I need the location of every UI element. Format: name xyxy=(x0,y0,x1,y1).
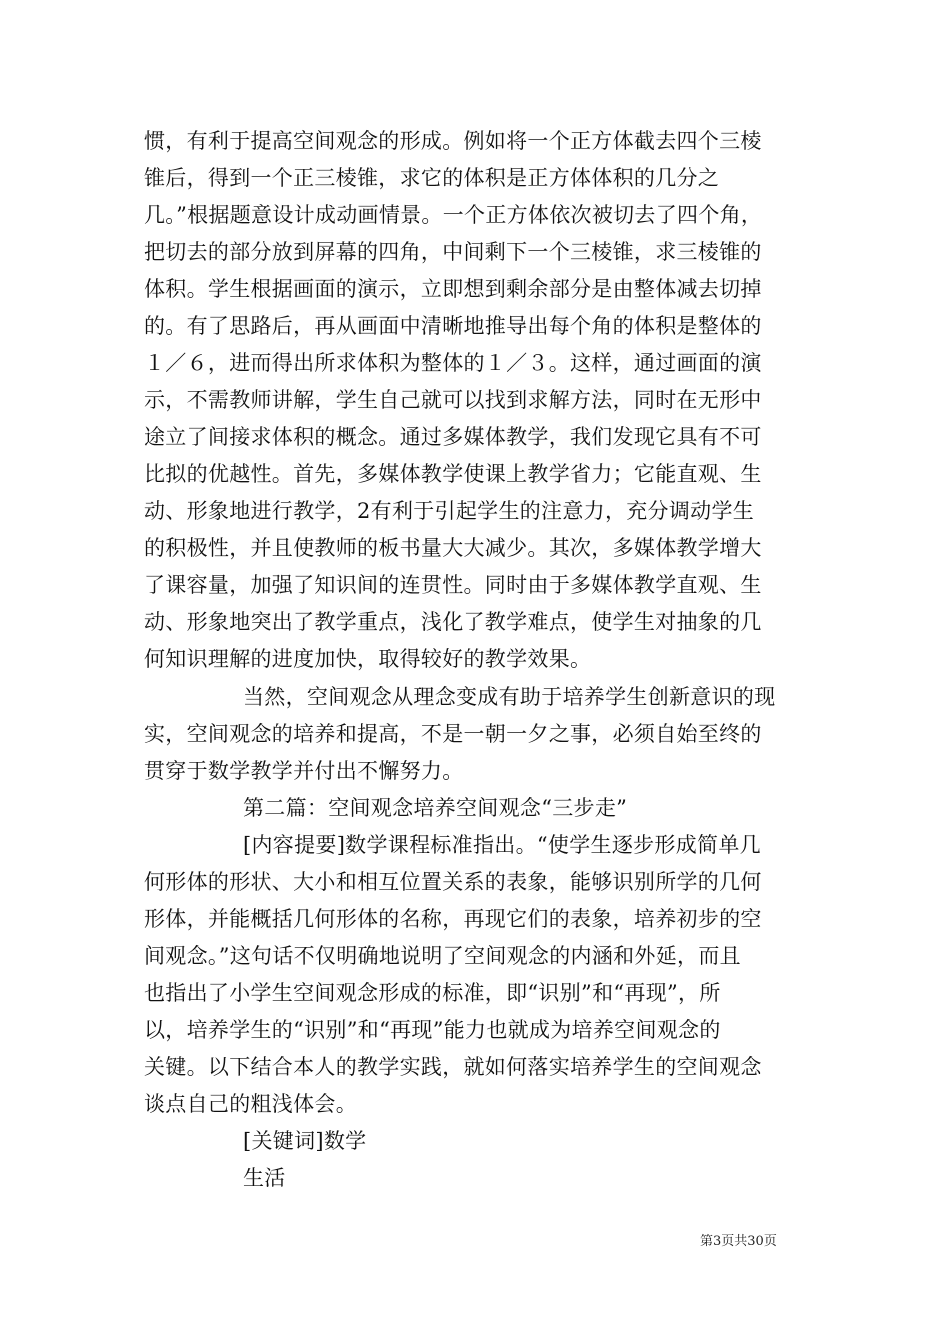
text-line: 了课容量，加强了知识间的连贯性。同时由于多媒体教学直观、生 xyxy=(144,573,762,597)
text-line: 把切去的部分放到屏幕的四角，中间剩下一个三棱锥，求三棱锥的 xyxy=(144,240,762,264)
text-line: 何形体的形状、大小和相互位置关系的表象，能够识别所学的几何 xyxy=(144,870,762,894)
page-number-footer: 第3页共30页 xyxy=(700,1234,777,1249)
text-line: 比拟的优越性。首先，多媒体教学使课上教学省力；它能直观、生 xyxy=(144,462,762,486)
paragraph-first-line: 当然，空间观念从理念变成有助于培养学生创新意识的现 xyxy=(243,685,776,709)
text-line: 间观念。”这句话不仅明确地说明了空间观念的内涵和外延，而且 xyxy=(144,944,741,968)
section-heading: 第二篇：空间观念培养空间观念“三步走” xyxy=(243,796,628,820)
text-line: 示，不需教师讲解，学生自己就可以找到求解方法，同时在无形中 xyxy=(144,388,762,412)
text-line: 途立了间接求体积的概念。通过多媒体教学，我们发现它具有不可 xyxy=(144,425,762,449)
abstract-first-line: [内容提要]数学课程标准指出。“使学生逐步形成简单几 xyxy=(243,833,761,857)
text-line: 形体，并能概括几何形体的名称，再现它们的表象，培养初步的空 xyxy=(144,907,762,931)
text-line: 动、形象地进行教学，2有利于引起学生的注意力，充分调动学生 xyxy=(144,499,755,523)
text-line: 动、形象地突出了教学重点，浅化了教学难点，使学生对抽象的几 xyxy=(144,610,762,634)
text-line: 的。有了思路后，再从画面中清晰地推导出每个角的体积是整体的 xyxy=(144,314,762,338)
text-line: 惯，有利于提高空间观念的形成。例如将一个正方体截去四个三棱 xyxy=(144,129,762,153)
text-line: 体积。学生根据画面的演示，立即想到剩余部分是由整体减去切掉 xyxy=(144,277,762,301)
text-line: １／６，进而得出所求体积为整体的１／３。这样，通过画面的演 xyxy=(144,351,762,375)
keywords-label: [关键词]数学 xyxy=(243,1129,367,1153)
text-line: 也指出了小学生空间观念形成的标准，即“识别”和“再现”，所 xyxy=(144,981,721,1005)
text-line: 贯穿于数学教学并付出不懈努力。 xyxy=(144,759,464,783)
text-line: 锥后，得到一个正三棱锥，求它的体积是正方体体积的几分之 xyxy=(144,166,720,190)
text-line: 的积极性，并且使教师的板书量大大减少。其次，多媒体教学增大 xyxy=(144,536,762,560)
text-line: 实，空间观念的培养和提高，不是一朝一夕之事，必须自始至终的 xyxy=(144,722,762,746)
text-line: 关键。以下结合本人的教学实践，就如何落实培养学生的空间观念 xyxy=(144,1055,762,1079)
keyword-item: 生活 xyxy=(243,1166,286,1190)
text-line: 何知识理解的进度加快，取得较好的教学效果。 xyxy=(144,647,592,671)
text-line: 几。”根据题意设计成动画情景。一个正方体依次被切去了四个角， xyxy=(144,203,763,227)
text-line: 谈点自己的粗浅体会。 xyxy=(144,1092,357,1116)
text-line: 以，培养学生的“识别”和“再现”能力也就成为培养空间观念的 xyxy=(144,1018,721,1042)
